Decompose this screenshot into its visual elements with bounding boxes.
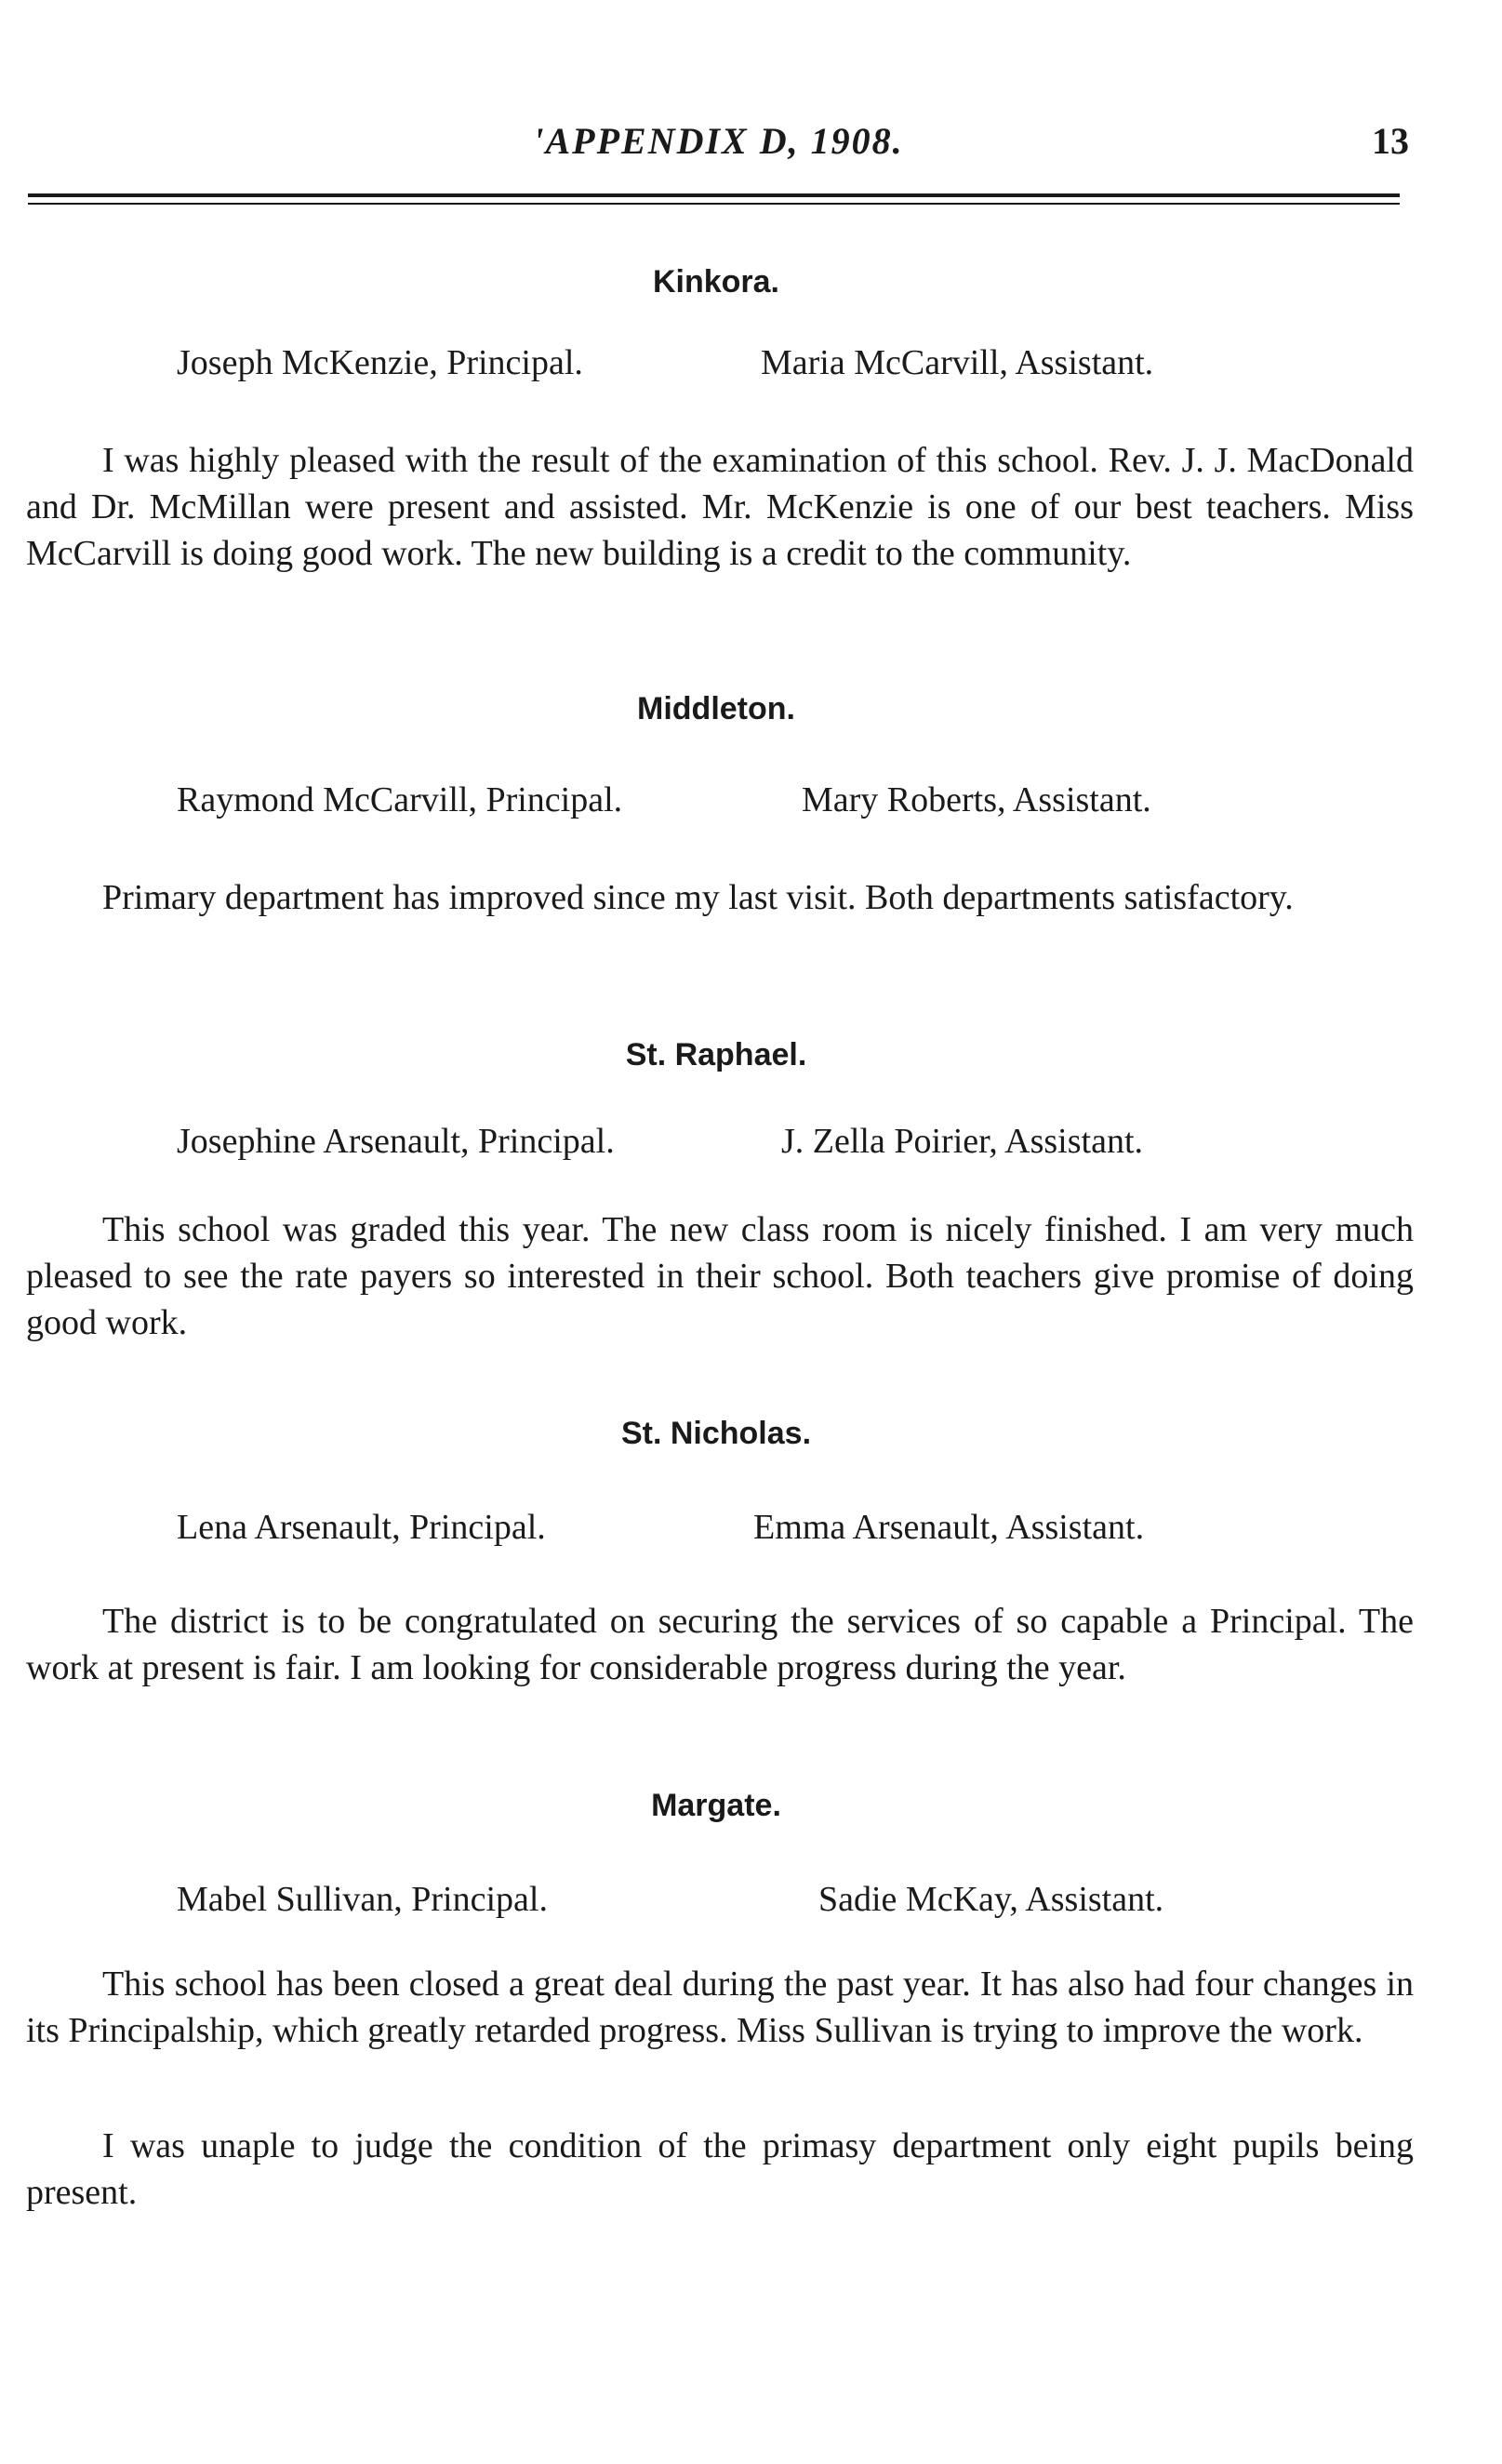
section-heading-st-nicholas: St. Nicholas. <box>620 1416 812 1451</box>
page-number: 13 <box>1372 120 1409 162</box>
principal-name: Mabel Sullivan, Principal. <box>177 1880 548 1919</box>
principal-name: Josephine Arsenault, Principal. <box>177 1122 615 1161</box>
section-heading-margate: Margate. <box>651 1788 781 1823</box>
report-paragraph-st-raphael: This school was graded this year. The new class room is nicely finished. I am very much pleased to see the rate payers so interested in their school. Both teachers give promise of doing good work. <box>26 1210 1414 1342</box>
report-paragraph-margate-1: This school has been closed a great deal during the past year. It has also had four changes in its Principalship, which greatly retarded progress. Miss Sullivan is trying to improve the work. <box>26 1965 1414 2050</box>
running-head <box>28 119 1409 175</box>
report-paragraph-middleton: Primary department has improved since my last visit. Both departments satisfactory. <box>102 878 1294 917</box>
report-paragraph-kinkora: I was highly pleased with the result of the examination of this school. Rev. J. J. MacDonald and Dr. McMillan were present and assisted. Mr. McKenzie is one of our best teachers. Miss McCarvill is doing good work. The new building is a credit to the community. <box>26 441 1414 573</box>
principal-name: Joseph McKenzie, Principal. <box>177 343 583 382</box>
section-heading-kinkora: Kinkora. <box>652 264 780 300</box>
assistant-name: Emma Arsenault, Assistant. <box>753 1508 1145 1547</box>
assistant-name: Maria McCarvill, Assistant. <box>761 343 1154 382</box>
assistant-name: Mary Roberts, Assistant. <box>802 780 1151 819</box>
assistant-name: J. Zella Poirier, Assistant. <box>781 1122 1143 1161</box>
header-rule-thick <box>28 193 1400 197</box>
assistant-name: Sadie McKay, Assistant. <box>818 1880 1164 1919</box>
header-rule-thin <box>28 203 1400 205</box>
running-title: 'APPENDIX D, 1908. <box>533 120 904 162</box>
report-paragraph-margate-2: I was unaple to judge the condition of the primasy department only eight pupils being present. <box>26 2126 1414 2212</box>
section-heading-st-raphael: St. Raphael. <box>625 1037 807 1072</box>
section-heading-middleton: Middleton. <box>637 691 795 726</box>
principal-name: Lena Arsenault, Principal. <box>177 1508 546 1547</box>
report-paragraph-st-nicholas: The district is to be congratulated on securing the services of so capable a Principal. The work at present is fair. I am looking for considerable progress during the year. <box>26 1602 1414 1687</box>
principal-name: Raymond McCarvill, Principal. <box>177 780 623 819</box>
